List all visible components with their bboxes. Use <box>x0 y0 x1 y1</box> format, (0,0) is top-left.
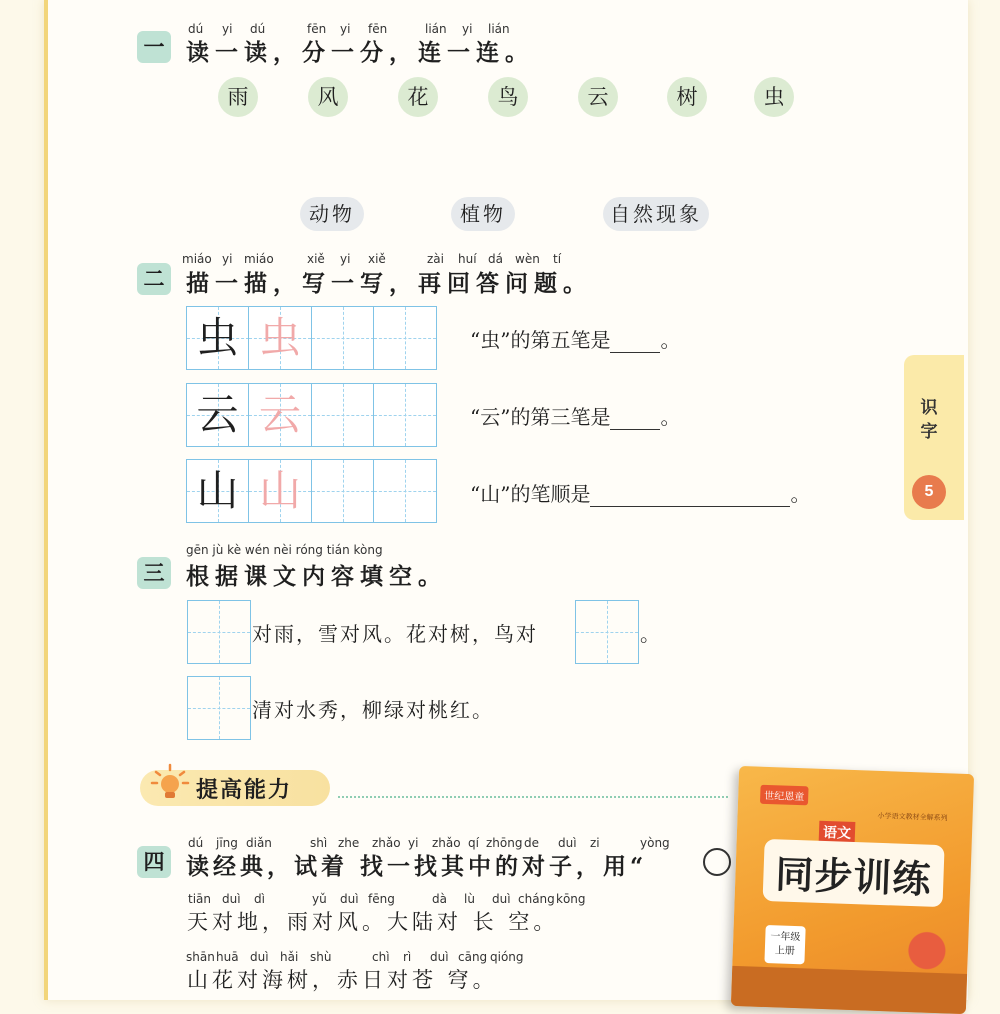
grid-cell-empty[interactable] <box>373 306 437 370</box>
model-char: 云 <box>196 390 239 439</box>
q4-pinyin-6: zhǎo <box>372 836 401 850</box>
char-circle-6[interactable]: 树 <box>667 77 707 117</box>
q4-pinyin-11: de <box>524 836 539 850</box>
q4-pinyin-4: shì <box>310 836 328 850</box>
fill-in-box-2[interactable] <box>575 600 639 664</box>
q2-pinyin-6: xiě <box>368 252 386 266</box>
q4-pinyin-13: zi <box>590 836 600 850</box>
ex2-pinyin-8: duì <box>430 950 449 964</box>
q2-pinyin-1: miáo <box>182 252 212 266</box>
ex2-pinyin-1: shān <box>186 950 215 964</box>
char-circle-1[interactable]: 雨 <box>218 77 258 117</box>
category-plants[interactable]: 植物 <box>451 197 515 231</box>
book-title: 同步训练 <box>774 851 933 902</box>
model-char: 虫 <box>196 313 239 362</box>
q1-pinyin-1: dú <box>188 22 204 36</box>
grid-cell-empty[interactable] <box>373 383 437 447</box>
q2-question-3-end: 。 <box>790 482 811 506</box>
answer-blank[interactable] <box>590 484 790 507</box>
q1-pinyin-9: lián <box>488 22 510 36</box>
q4-pinyin-8: zhǎo <box>432 836 461 850</box>
q2-pinyin-5: yi <box>340 252 351 266</box>
question-1-heading: 读一读，分一分，连一连。 <box>186 39 534 66</box>
question-2-heading: 描一描，写一写，再回答问题。 <box>186 270 592 297</box>
question-4-badge: 四 <box>137 846 171 878</box>
q2-question-1-text: “虫”的第五笔是 <box>470 328 611 352</box>
ex1-pinyin-11: kōng <box>556 892 586 906</box>
ex2-pinyin-9: cāng <box>458 950 488 964</box>
ex1-pinyin-1: tiān <box>188 892 211 906</box>
answer-blank[interactable] <box>610 407 660 430</box>
q4-pinyin-7: yi <box>408 836 419 850</box>
q2-question-2 <box>470 401 680 430</box>
book-grade-line-1: 一年级 <box>770 931 801 944</box>
char-circle-7[interactable]: 虫 <box>754 77 794 117</box>
q2-question-1-end: 。 <box>660 328 681 352</box>
q1-pinyin-5: yi <box>340 22 351 36</box>
ex1-pinyin-6: fēng <box>368 892 395 906</box>
q2-pinyin-8: huí <box>458 252 477 266</box>
grid-cell-model <box>186 306 250 370</box>
book-grade-tag <box>764 925 805 964</box>
q1-pinyin-6: fēn <box>368 22 388 36</box>
answer-blank[interactable] <box>610 330 660 353</box>
fill-in-box-3[interactable] <box>187 676 251 740</box>
grid-cell-trace[interactable] <box>248 459 312 523</box>
classic-line-2: 山花对海树，赤日对苍 穹。 <box>187 968 498 992</box>
grid-cell-empty[interactable] <box>373 459 437 523</box>
q4-pinyin-5: zhe <box>338 836 360 850</box>
question-1-badge: 一 <box>137 31 171 63</box>
lightbulb-icon <box>150 763 190 803</box>
char-circle-5[interactable]: 云 <box>578 77 618 117</box>
grid-cell-empty[interactable] <box>311 306 375 370</box>
question-3-badge: 三 <box>137 557 171 589</box>
book-subject-label: 语文 <box>819 821 856 844</box>
side-tab <box>904 355 964 520</box>
grid-cell-trace[interactable] <box>248 306 312 370</box>
grid-cell-model <box>186 383 250 447</box>
book-grade-line-2: 上册 <box>774 945 796 958</box>
q1-pinyin-7: lián <box>425 22 447 36</box>
writing-grid-row-3 <box>187 459 437 523</box>
grid-cell-empty[interactable] <box>311 459 375 523</box>
q4-pinyin-12: duì <box>558 836 577 850</box>
char-circle-3[interactable]: 花 <box>398 77 438 117</box>
book-landscape-illustration <box>731 966 967 1014</box>
q1-pinyin-4: fēn <box>307 22 327 36</box>
q4-pinyin-9: qí <box>468 836 479 850</box>
question-4-heading: 读经典，试着 找一找其中的对子，用“ <box>186 853 648 880</box>
grid-cell-trace[interactable] <box>248 383 312 447</box>
q4-pinyin-3: diǎn <box>246 836 272 850</box>
q1-pinyin-8: yi <box>462 22 473 36</box>
char-circle-4[interactable]: 鸟 <box>488 77 528 117</box>
trace-char: 虫 <box>258 313 301 362</box>
q2-pinyin-7: zài <box>427 252 444 266</box>
q2-pinyin-11: tí <box>553 252 562 266</box>
section-divider <box>338 796 728 798</box>
classic-line-1: 天对地，雨对风。大陆对 长 空。 <box>187 910 559 934</box>
ex1-pinyin-5: duì <box>340 892 359 906</box>
q2-question-2-end: 。 <box>660 405 681 429</box>
ex1-pinyin-3: dì <box>254 892 265 906</box>
writing-grid-row-1 <box>187 306 437 370</box>
q4-pinyin-14: yòng <box>640 836 670 850</box>
section-title: 提高能力 <box>196 777 293 803</box>
book-cover-image <box>731 766 974 1014</box>
q2-question-2-text: “云”的第三笔是 <box>470 405 611 429</box>
q2-question-3 <box>470 478 810 507</box>
q1-pinyin-2: yi <box>222 22 233 36</box>
ex1-pinyin-7: dà <box>432 892 447 906</box>
category-animals[interactable]: 动物 <box>300 197 364 231</box>
q2-question-1 <box>470 324 680 353</box>
circle-mark-icon <box>703 848 731 876</box>
question-2-badge: 二 <box>137 263 171 295</box>
q2-pinyin-9: dá <box>488 252 503 266</box>
ex2-pinyin-5: shù <box>310 950 332 964</box>
q3-pinyin: gēn jù kè wén nèi róng tián kòng <box>186 543 383 557</box>
ex2-pinyin-10: qióng <box>490 950 524 964</box>
side-tab-char-2: 字 <box>920 422 938 442</box>
page-number: 5 <box>912 475 946 509</box>
q2-question-3-text: “山”的笔顺是 <box>470 482 591 506</box>
ex2-pinyin-4: hǎi <box>280 950 299 964</box>
q4-pinyin-10: zhōng <box>486 836 523 850</box>
fill-in-box-1[interactable] <box>187 600 251 664</box>
q2-pinyin-2: yi <box>222 252 233 266</box>
category-nature[interactable]: 自然现象 <box>603 197 709 231</box>
char-circle-2[interactable]: 风 <box>308 77 348 117</box>
q2-pinyin-4: xiě <box>307 252 325 266</box>
ex1-pinyin-8: lù <box>464 892 475 906</box>
ex2-pinyin-7: rì <box>403 950 412 964</box>
ex2-pinyin-6: chì <box>372 950 390 964</box>
q3-line-1-text: 对雨，雪对风。花对树，鸟对 <box>252 622 538 646</box>
ex1-pinyin-10: cháng <box>518 892 555 906</box>
ex1-pinyin-2: duì <box>222 892 241 906</box>
side-tab-char-1: 识 <box>920 398 938 418</box>
q2-pinyin-10: wèn <box>515 252 540 266</box>
model-char: 山 <box>196 466 239 515</box>
book-series-text: 小学语文教材全解系列 <box>877 811 948 823</box>
q1-pinyin-3: dú <box>250 22 266 36</box>
q4-pinyin-1: dú <box>188 836 204 850</box>
writing-grid-row-2 <box>187 383 437 447</box>
q2-pinyin-3: miáo <box>244 252 274 266</box>
ex1-pinyin-9: duì <box>492 892 511 906</box>
q3-line-1-end: 。 <box>640 622 662 646</box>
question-3-heading: 根据课文内容填空。 <box>186 563 447 590</box>
ex1-pinyin-4: yǔ <box>312 892 327 906</box>
q3-line-2-text: 清对水秀，柳绿对桃红。 <box>252 698 494 722</box>
q4-pinyin-2: jīng <box>216 836 238 850</box>
grid-cell-empty[interactable] <box>311 383 375 447</box>
grid-cell-model <box>186 459 250 523</box>
book-brand-logo: 世纪恩童 <box>760 785 809 806</box>
ex2-pinyin-3: duì <box>250 950 269 964</box>
ex2-pinyin-2: huā <box>216 950 239 964</box>
trace-char: 山 <box>258 466 301 515</box>
trace-char: 云 <box>258 390 301 439</box>
